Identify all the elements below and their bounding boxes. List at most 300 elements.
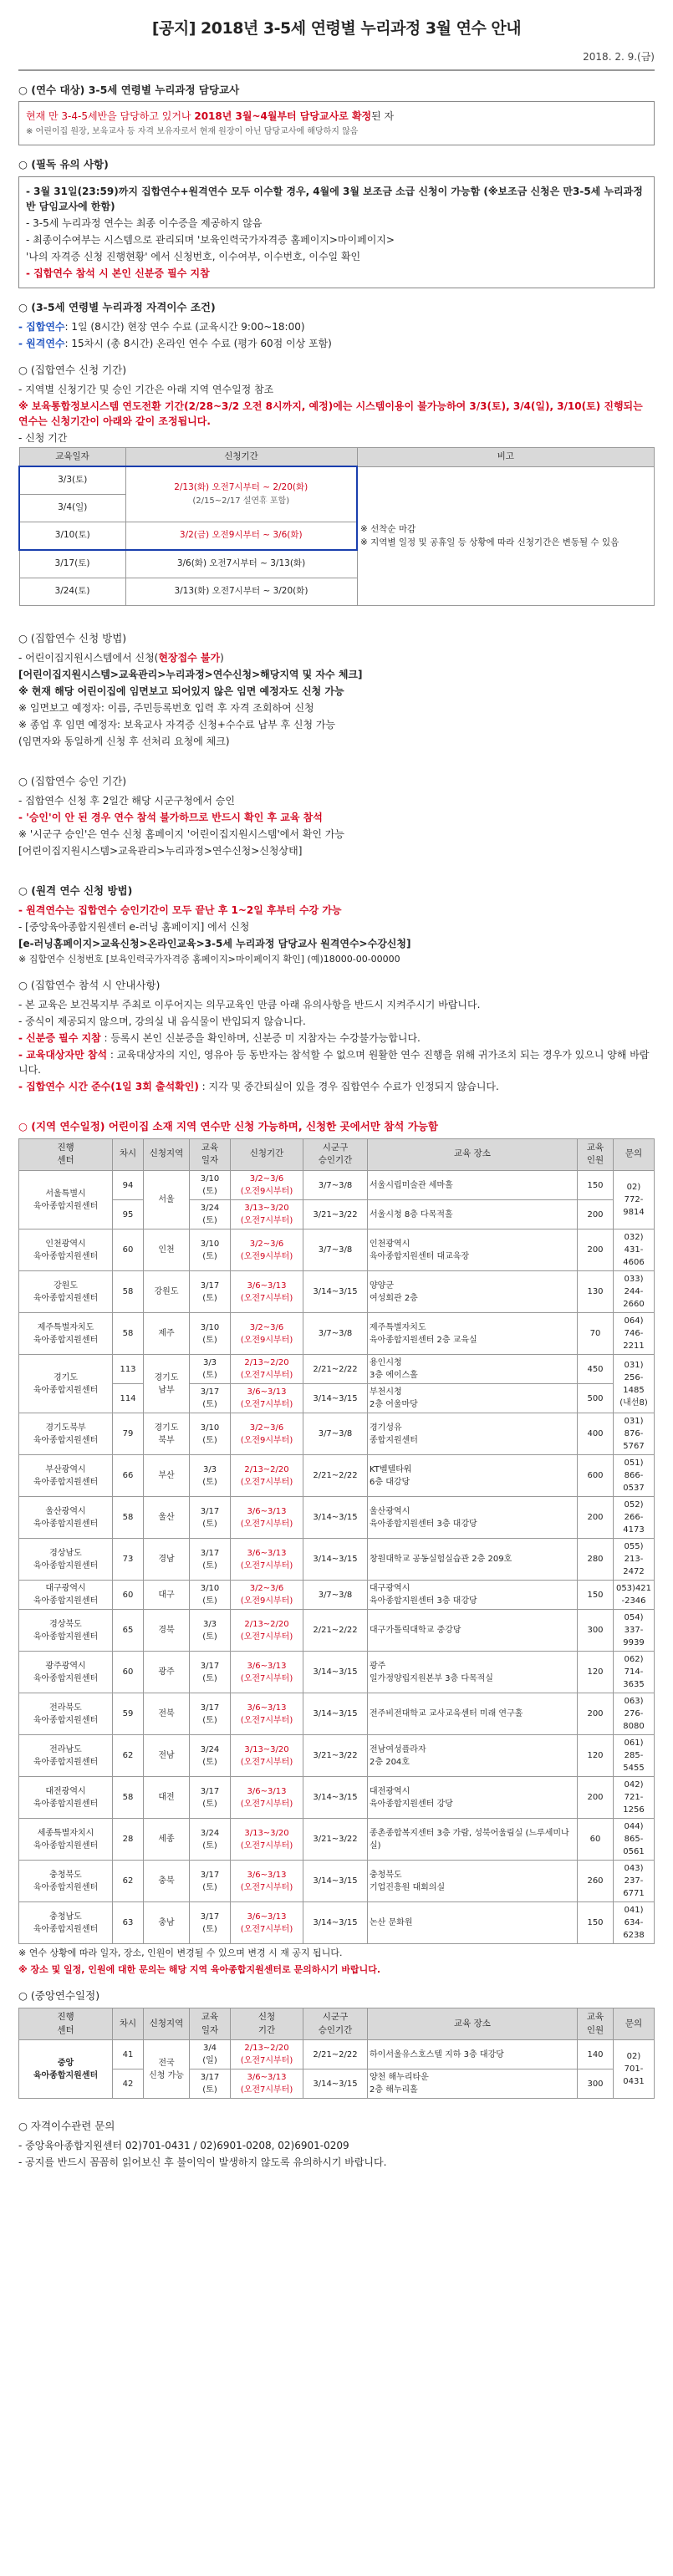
row-venue: 종촌종합복지센터 3층 가람, 성북어울림실 (느루세미나실): [368, 1819, 578, 1861]
row-region: 충남: [144, 1902, 190, 1944]
row-approval-period: 3/14~3/15: [303, 1539, 368, 1581]
row-session: 62: [113, 1735, 144, 1777]
row-inquiry: 042) 721- 1256: [614, 1777, 655, 1819]
row-inquiry: 031) 876- 5767: [614, 1413, 655, 1455]
row-center: 울산광역시 육아종합지원센터: [19, 1497, 113, 1539]
row-venue: 용인시청 3층 에이스홀: [368, 1355, 578, 1384]
method-line-6: (임면자와 동일하게 신청 후 선처리 요청에 체크): [18, 736, 230, 747]
row-region: 대전: [144, 1777, 190, 1819]
row-approval-period: 3/7~3/8: [303, 1313, 368, 1355]
caution-label-5: - 집합연수 시간 준수(1일 3회 출석확인): [18, 1080, 199, 1092]
row-approval-period: 3/14~3/15: [303, 1497, 368, 1539]
row-venue: 전남여성플라자 2층 204호: [368, 1735, 578, 1777]
caution-text-4: : 교육대상자의 지인, 영유아 등 동반자는 참석할 수 없으며 원활한 연수 진행을 위해 귀가조치 되는 경우가 있으니 양해 바랍니다.: [18, 1048, 650, 1076]
row-approval-period: 3/7~3/8: [303, 1413, 368, 1455]
row-date: 3/24 (토): [190, 1200, 231, 1229]
row-center: 경기도 육아종합지원센터: [19, 1355, 113, 1413]
row-venue: 울산광역시 육아종합지원센터 3층 대강당: [368, 1497, 578, 1539]
row-region: 대구: [144, 1581, 190, 1610]
row-capacity: 140: [578, 2040, 614, 2069]
row-inquiry: 054) 337- 9939: [614, 1610, 655, 1652]
notice-item-4: '나의 자격증 신청 진행현황' 에서 신청번호, 이수여부, 이수번호, 이수일 확인: [26, 251, 361, 262]
row-venue: 논산 문화원: [368, 1902, 578, 1944]
approval-line-2: - '승인'이 안 된 경우 연수 참석 불가하므로 반드시 확인 후 교육 참석: [18, 811, 323, 823]
row-date: 3/10 (토): [190, 1229, 231, 1271]
row-approval-period: 3/7~3/8: [303, 1581, 368, 1610]
period-range-text: 2/13(화) 오전7시부터 ~ 2/20(화): [174, 482, 308, 493]
table-row: [19, 1455, 655, 1497]
caution-line-4: [18, 1047, 655, 1077]
row-date: 3/3 (토): [190, 1355, 231, 1384]
row-venue: 대구가톨릭대학교 중강당: [368, 1610, 578, 1652]
row-region: 경기도 남부: [144, 1355, 190, 1413]
row-session: 113: [113, 1355, 144, 1384]
row-region: 울산: [144, 1497, 190, 1539]
row-center: 충청남도 육아종합지원센터: [19, 1902, 113, 1944]
row-session: 58: [113, 1777, 144, 1819]
notice-item-2: - 3-5세 누리과정 연수는 최종 이수증을 제공하지 않음: [26, 217, 263, 229]
approval-line-4: [어린이집지원시스템>교육관리>누리과정>연수신청>신청상태]: [18, 844, 303, 857]
row-center: 제주특별자치도 육아종합지원센터: [19, 1313, 113, 1355]
table-row: [19, 1413, 655, 1455]
row-session: 65: [113, 1610, 144, 1652]
caution-heading: ○ (집합연수 참석 시 안내사항): [18, 979, 161, 991]
row-session: 79: [113, 1413, 144, 1455]
row-apply-period: 3/2~3/6 (오전9시부터): [231, 1581, 303, 1610]
row-apply-period: 3/13~3/20 (오전7시부터): [231, 1819, 303, 1861]
row-inquiry: 043) 237- 6771: [614, 1861, 655, 1902]
row-session: 94: [113, 1171, 144, 1200]
apply-line-3: - 신청 기간: [18, 431, 68, 444]
condition-text-1: : 1일 (8시간) 현장 연수 수료 (교육시간 9:00~18:00): [64, 320, 305, 333]
row-capacity: 300: [578, 1610, 614, 1652]
target-text-a: 현재 만 3-4-5세반을 담당하고 있거나: [26, 110, 195, 123]
row-apply-period: 2/13~2/20 (오전7시부터): [231, 2040, 303, 2069]
row-capacity: 120: [578, 1735, 614, 1777]
row-region: 충북: [144, 1861, 190, 1902]
page-title: [공지] 2018년 3-5세 연령별 누리과정 3월 연수 안내: [151, 19, 522, 38]
row-session: 62: [113, 1861, 144, 1902]
row-venue: 서울시청 8층 다목적홀: [368, 1200, 578, 1229]
central-inquiry: 02) 701- 0431: [614, 2040, 655, 2099]
online-line-3: [e-러닝홈페이지>교육신청>온라인교육>3-5세 누리과정 담당교사 원격연수>수강신청]: [18, 937, 411, 949]
caution-line-1: - 본 교육은 보건복지부 주최로 이루어지는 의무교육인 만큼 아래 유의사항을 반드시 지켜주시기 바랍니다.: [18, 998, 481, 1011]
row-region: 경북: [144, 1610, 190, 1652]
row-date: 3/24 (토): [190, 1819, 231, 1861]
notice-item-5: - 집합연수 참석 시 본인 신분증 필수 지참: [26, 267, 210, 279]
table-row: [19, 2040, 655, 2069]
row-approval-period: 3/7~3/8: [303, 1229, 368, 1271]
row-venue: 서울시립미술관 세마홀: [368, 1171, 578, 1200]
target-box: [18, 101, 655, 145]
row-capacity: 200: [578, 1229, 614, 1271]
period-range-sub: (2/15~2/17 설연휴 포함): [192, 496, 290, 507]
period-range: [125, 466, 357, 522]
row-approval-period: 3/14~3/15: [303, 2069, 368, 2099]
row-capacity: 150: [578, 1171, 614, 1200]
online-line-1: - 원격연수는 집합연수 승인기간이 모두 끝난 후 1~2일 후부터 수강 가능: [18, 904, 342, 916]
row-date: 3/10 (토): [190, 1171, 231, 1200]
table-row: [19, 1861, 655, 1902]
method-text-b: 현장접수 불가: [158, 652, 221, 664]
table-row: [19, 1610, 655, 1652]
row-center: 대구광역시 육아종합지원센터: [19, 1581, 113, 1610]
contact-line-2: - 공지를 반드시 꼼꼼히 읽어보신 후 불이익이 발생하지 않도록 유의하시기 바랍니다.: [18, 2156, 387, 2168]
caution-text-5: : 지각 및 중간퇴실이 있을 경우 집합연수 수료가 인정되지 않습니다.: [198, 1080, 499, 1092]
row-capacity: 150: [578, 1902, 614, 1944]
post-date: 2018. 2. 9.(금): [18, 49, 655, 71]
row-venue: 전주비전대학교 교사교육센터 미래 연구홀: [368, 1693, 578, 1735]
row-venue: KT벨텔타워 6층 대강당: [368, 1455, 578, 1497]
period-date: 3/17(토): [19, 550, 125, 578]
row-approval-period: 3/21~3/22: [303, 1200, 368, 1229]
row-region: 경남: [144, 1539, 190, 1581]
row-capacity: 260: [578, 1861, 614, 1902]
method-text-c: ): [220, 652, 224, 664]
row-venue: 광주 일가정양립지원본부 3층 다목적실: [368, 1652, 578, 1693]
row-approval-period: 2/21~2/22: [303, 2040, 368, 2069]
row-inquiry: 041) 634- 6238: [614, 1902, 655, 1944]
col-apply-period: 신청기간: [125, 447, 357, 466]
target-heading: ○ (연수 대상) 3-5세 연령별 누리과정 담당교사: [18, 83, 240, 96]
row-capacity: 600: [578, 1455, 614, 1497]
central-col-header: 신청지역: [144, 2008, 190, 2040]
approval-line-3: ※ '시군구 승인'은 연수 신청 홈페이지 '어린이집지원시스템'에서 확인 가능: [18, 827, 344, 840]
row-session: 42: [113, 2069, 144, 2099]
row-venue: 창원대학교 공동실험실습관 2층 209호: [368, 1539, 578, 1581]
row-apply-period: 3/6~3/13 (오전7시부터): [231, 1539, 303, 1581]
col-remark: 비고: [357, 447, 655, 466]
row-inquiry: 055) 213- 2472: [614, 1539, 655, 1581]
row-venue: 충청북도 기업진흥원 대회의실: [368, 1861, 578, 1902]
row-capacity: 450: [578, 1355, 614, 1384]
table-row: [19, 1693, 655, 1735]
regional-note-2: ※ 장소 및 일정, 인원에 대한 문의는 해당 지역 육아종합지원센터로 문의하시기 바랍니다.: [18, 1963, 381, 1975]
row-center: 서울특별시 육아종합지원센터: [19, 1171, 113, 1229]
apply-line-1: - 지역별 신청기간 및 승인 기간은 아래 지역 연수일정 참조: [18, 383, 274, 395]
period-date: 3/24(토): [19, 578, 125, 606]
table-row: [19, 2069, 655, 2099]
row-venue: 제주특별자치도 육아종합지원센터 2층 교육실: [368, 1313, 578, 1355]
period-range: 3/2(금) 오전9시부터 ~ 3/6(화): [125, 522, 357, 551]
caution-label-4: - 교육대상자만 참석: [18, 1048, 108, 1061]
row-apply-period: 3/6~3/13 (오전7시부터): [231, 1497, 303, 1539]
central-col-header: 교육 장소: [368, 2008, 578, 2040]
row-date: 3/17 (토): [190, 1902, 231, 1944]
row-apply-period: 3/13~3/20 (오전7시부터): [231, 1735, 303, 1777]
row-date: 3/17 (토): [190, 2069, 231, 2099]
row-center: 전라북도 육아종합지원센터: [19, 1693, 113, 1735]
row-center: 인천광역시 육아종합지원센터: [19, 1229, 113, 1271]
row-session: 114: [113, 1384, 144, 1413]
row-region: 서울: [144, 1171, 190, 1229]
row-approval-period: 3/14~3/15: [303, 1861, 368, 1902]
central-col-header: 시군구 승인기간: [303, 2008, 368, 2040]
central-col-header: 신청 기간: [231, 2008, 303, 2040]
row-capacity: 200: [578, 1497, 614, 1539]
row-center: 광주광역시 육아종합지원센터: [19, 1652, 113, 1693]
online-heading: ○ (원격 연수 신청 방법): [18, 883, 133, 897]
method-heading: ○ (집합연수 신청 방법): [18, 632, 127, 645]
table-row: [19, 1313, 655, 1355]
row-approval-period: 3/14~3/15: [303, 1652, 368, 1693]
regional-col-header: 진행 센터: [19, 1138, 113, 1171]
row-venue: 대전광역시 육아종합지원센터 강당: [368, 1777, 578, 1819]
row-inquiry: 052) 266- 4173: [614, 1497, 655, 1539]
row-capacity: 400: [578, 1413, 614, 1455]
online-line-2: - [중앙육아종합지원센터 e-러닝 홈페이지] 에서 신청: [18, 920, 250, 933]
row-session: 60: [113, 1652, 144, 1693]
row-capacity: 70: [578, 1313, 614, 1355]
row-region: 전북: [144, 1693, 190, 1735]
condition-label-1: - 집합연수: [18, 320, 65, 333]
row-date: 3/3 (토): [190, 1455, 231, 1497]
row-date: 3/17 (토): [190, 1497, 231, 1539]
row-date: 3/17 (토): [190, 1861, 231, 1902]
notice-item-3: - 최종이수여부는 시스템으로 관리되며 '보육인력국가자격증 홈페이지>마이페이지>: [26, 234, 395, 246]
row-session: 95: [113, 1200, 144, 1229]
row-approval-period: 2/21~2/22: [303, 1610, 368, 1652]
row-approval-period: 2/21~2/22: [303, 1355, 368, 1384]
row-apply-period: 3/6~3/13 (오전7시부터): [231, 1693, 303, 1735]
row-apply-period: 2/13~2/20 (오전7시부터): [231, 1455, 303, 1497]
row-apply-period: 2/13~2/20 (오전7시부터): [231, 1355, 303, 1384]
period-range: 3/6(화) 오전7시부터 ~ 3/13(화): [125, 550, 357, 578]
row-session: 63: [113, 1902, 144, 1944]
row-region: 세종: [144, 1819, 190, 1861]
central-col-header: 차시: [113, 2008, 144, 2040]
row-date: 3/17 (토): [190, 1652, 231, 1693]
row-capacity: 280: [578, 1539, 614, 1581]
central-col-header: 문의: [614, 2008, 655, 2040]
row-center: 대전광역시 육아종합지원센터: [19, 1777, 113, 1819]
regional-heading: ○ (지역 연수일정) 어린이집 소재 지역 연수만 신청 가능하며, 신청한 곳에서만 참석 가능함: [18, 1119, 438, 1133]
row-apply-period: 3/6~3/13 (오전7시부터): [231, 1652, 303, 1693]
online-line-4: ※ 집합연수 신청번호 [보육인력국가자격증 홈페이지>마이페이지 확인] (예)18000-00-00000: [18, 953, 400, 965]
table-row: [19, 1819, 655, 1861]
row-venue: 양천 해누리타운 2층 해누리홀: [368, 2069, 578, 2099]
row-venue: 양양군 여성회관 2층: [368, 1271, 578, 1313]
row-capacity: 200: [578, 1777, 614, 1819]
row-inquiry: 053)421 -2346: [614, 1581, 655, 1610]
period-range: 3/13(화) 오전7시부터 ~ 3/20(화): [125, 578, 357, 606]
row-inquiry: 051) 866- 0537: [614, 1455, 655, 1497]
period-date: 3/3(토): [19, 466, 125, 495]
row-session: 41: [113, 2040, 144, 2069]
period-date: 3/10(토): [19, 522, 125, 551]
row-apply-period: 3/2~3/6 (오전9시부터): [231, 1313, 303, 1355]
row-date: 3/3 (토): [190, 1610, 231, 1652]
row-region: 인천: [144, 1229, 190, 1271]
row-session: 28: [113, 1819, 144, 1861]
regional-col-header: 문의: [614, 1138, 655, 1171]
apply-period-table: [18, 447, 655, 607]
row-capacity: 500: [578, 1384, 614, 1413]
table-row: [19, 1384, 655, 1413]
row-apply-period: 3/2~3/6 (오전9시부터): [231, 1413, 303, 1455]
apply-line-2: ※ 보육통합정보시스템 연도전환 기간(2/28~3/2 오전 8시까지, 예정)에는 시스템이용이 불가능하여 3/3(토), 3/4(일), 3/10(토) 진행되는 연수는 신청기간이 아래와 같이 조정됩니다.: [18, 400, 643, 427]
row-center: 강원도 육아종합지원센터: [19, 1271, 113, 1313]
row-approval-period: 3/21~3/22: [303, 1735, 368, 1777]
contact-line-1: - 중앙육아종합지원센터 02)701-0431 / 02)6901-0208, 02)6901-0209: [18, 2140, 349, 2151]
row-inquiry: 02) 772- 9814: [614, 1171, 655, 1229]
period-date: 3/4(일): [19, 495, 125, 522]
target-line: [26, 109, 647, 124]
method-line-1: [18, 650, 655, 665]
row-date: 3/17 (토): [190, 1384, 231, 1413]
central-heading: ○ (중앙연수일정): [18, 1989, 100, 2002]
row-apply-period: 3/2~3/6 (오전9시부터): [231, 1229, 303, 1271]
row-venue: 경기성유 종합지원센터: [368, 1413, 578, 1455]
target-note: ※ 어린이집 원장, 보육교사 등 자격 보유자로서 현재 원장이 아닌 담당교사에 해당하지 않음: [26, 127, 359, 137]
row-approval-period: 3/14~3/15: [303, 1777, 368, 1819]
row-session: 58: [113, 1313, 144, 1355]
central-region: 전국 신청 가능: [144, 2040, 190, 2099]
row-approval-period: 3/14~3/15: [303, 1384, 368, 1413]
row-center: 경기도북부 육아종합지원센터: [19, 1413, 113, 1455]
contact-heading: ○ 자격이수관련 문의: [18, 2120, 115, 2133]
row-capacity: 200: [578, 1200, 614, 1229]
row-approval-period: 3/7~3/8: [303, 1171, 368, 1200]
row-center: 경상북도 육아종합지원센터: [19, 1610, 113, 1652]
approval-heading: ○ (집합연수 승인 기간): [18, 775, 127, 787]
row-date: 3/4 (일): [190, 2040, 231, 2069]
condition-text-2: : 15차시 (총 8시간) 온라인 연수 수료 (평가 60점 이상 포함): [64, 337, 332, 349]
row-session: 73: [113, 1539, 144, 1581]
regional-note-1: ※ 연수 상황에 따라 일자, 장소, 인원이 변경될 수 있으며 변경 시 재 공지 됩니다.: [18, 1947, 343, 1958]
row-capacity: 120: [578, 1652, 614, 1693]
central-center: 중앙 육아종합지원센터: [19, 2040, 113, 2099]
caution-line-2: - 중식이 제공되지 않으며, 강의실 내 음식물이 반입되지 않습니다.: [18, 1015, 306, 1027]
row-inquiry: 061) 285- 5455: [614, 1735, 655, 1777]
row-apply-period: 3/6~3/13 (오전7시부터): [231, 1861, 303, 1902]
table-row: [19, 1539, 655, 1581]
row-region: 경기도 북부: [144, 1413, 190, 1455]
regional-schedule-table: [18, 1138, 655, 1945]
apply-heading: ○ (집합연수 신청 기간): [18, 363, 127, 376]
row-apply-period: 3/13~3/20 (오전7시부터): [231, 1200, 303, 1229]
row-capacity: 130: [578, 1271, 614, 1313]
row-inquiry: 044) 865- 0561: [614, 1819, 655, 1861]
row-approval-period: 2/21~2/22: [303, 1455, 368, 1497]
row-session: 58: [113, 1271, 144, 1313]
row-center: 경상남도 육아종합지원센터: [19, 1539, 113, 1581]
table-row: [19, 1581, 655, 1610]
row-session: 60: [113, 1229, 144, 1271]
table-row: [19, 1229, 655, 1271]
regional-col-header: 차시: [113, 1138, 144, 1171]
notice-heading: ○ (필독 유의 사항): [18, 158, 109, 171]
row-session: 66: [113, 1455, 144, 1497]
caution-text-3: : 등록시 본인 신분증을 확인하며, 신분증 미 지참자는 수강불가능합니다.: [100, 1031, 421, 1044]
condition-line-1: [18, 319, 655, 334]
central-col-header: 교육 일자: [190, 2008, 231, 2040]
notice-item-1: - 3월 31일(23:59)까지 집합연수+원격연수 모두 이수할 경우, 4월에 3월 보조금 소급 신청이 가능함 (※보조금 신청은 만3-5세 누리과정반 담임교사에 한함): [26, 186, 643, 212]
table-row: [19, 1200, 655, 1229]
row-region: 제주: [144, 1313, 190, 1355]
row-apply-period: 3/6~3/13 (오전7시부터): [231, 1777, 303, 1819]
row-session: 60: [113, 1581, 144, 1610]
row-inquiry: 063) 276- 8080: [614, 1693, 655, 1735]
method-line-3: ※ 현재 해당 어린이집에 임면보고 되어있지 않은 임면 예정자도 신청 가능: [18, 685, 344, 697]
central-col-header: 교육 인원: [578, 2008, 614, 2040]
table-row: [19, 1271, 655, 1313]
regional-col-header: 신청기간: [231, 1138, 303, 1171]
method-line-4: ※ 임면보고 예정자: 이름, 주민등록번호 입력 후 자격 조회하여 신청: [18, 702, 314, 714]
col-edu-date: 교육일자: [19, 447, 125, 466]
table-row: [19, 1355, 655, 1384]
row-apply-period: 3/6~3/13 (오전7시부터): [231, 1902, 303, 1944]
row-inquiry: 062) 714- 3635: [614, 1652, 655, 1693]
regional-col-header: 교육 장소: [368, 1138, 578, 1171]
regional-col-header: 교육 인원: [578, 1138, 614, 1171]
row-date: 3/10 (토): [190, 1313, 231, 1355]
row-apply-period: 3/6~3/13 (오전7시부터): [231, 1384, 303, 1413]
row-date: 3/10 (토): [190, 1581, 231, 1610]
method-line-5: ※ 종업 후 임면 예정자: 보육교사 자격증 신청+수수료 납부 후 신청 가능: [18, 719, 336, 731]
target-text-c: 된 자: [371, 110, 395, 123]
table-row: [19, 1171, 655, 1200]
row-center: 충청북도 육아종합지원센터: [19, 1861, 113, 1902]
condition-label-2: - 원격연수: [18, 337, 65, 349]
row-date: 3/10 (토): [190, 1413, 231, 1455]
method-line-2: [어린이집지원시스템>교육관리>누리과정>연수신청>해당지역 및 자수 체크]: [18, 669, 363, 680]
row-apply-period: 2/13~2/20 (오전7시부터): [231, 1610, 303, 1652]
row-center: 부산광역시 육아종합지원센터: [19, 1455, 113, 1497]
row-inquiry: 032) 431- 4606: [614, 1229, 655, 1271]
table-row: [19, 1902, 655, 1944]
row-inquiry: 064) 746- 2211: [614, 1313, 655, 1355]
row-center: 세종특별자치시 육아종합지원센터: [19, 1819, 113, 1861]
row-venue: 인천광역시 육아종합지원센터 대교육장: [368, 1229, 578, 1271]
row-capacity: 60: [578, 1819, 614, 1861]
row-center: 전라남도 육아종합지원센터: [19, 1735, 113, 1777]
row-venue: 대구광역시 육아종합지원센터 3층 대강당: [368, 1581, 578, 1610]
row-apply-period: 3/6~3/13 (오전7시부터): [231, 1271, 303, 1313]
row-capacity: 300: [578, 2069, 614, 2099]
row-approval-period: 3/14~3/15: [303, 1902, 368, 1944]
row-venue: 하이서울유스호스텔 지하 3층 대강당: [368, 2040, 578, 2069]
row-apply-period: 3/2~3/6 (오전9시부터): [231, 1171, 303, 1200]
caution-label-3: - 신분증 필수 지참: [18, 1031, 101, 1044]
row-region: 전남: [144, 1735, 190, 1777]
row-inquiry: 033) 244- 2660: [614, 1271, 655, 1313]
row-capacity: 200: [578, 1693, 614, 1735]
row-approval-period: 3/14~3/15: [303, 1271, 368, 1313]
row-capacity: 150: [578, 1581, 614, 1610]
row-date: 3/17 (토): [190, 1777, 231, 1819]
row-date: 3/24 (토): [190, 1735, 231, 1777]
row-session: 59: [113, 1693, 144, 1735]
approval-line-1: - 집합연수 신청 후 2일간 해당 시군구청에서 승인: [18, 794, 235, 807]
period-remark: ※ 선착순 마감 ※ 지역별 일정 및 공휴일 등 상황에 따라 신청기간은 변동될 수 있음: [357, 466, 655, 606]
regional-col-header: 교육 일자: [190, 1138, 231, 1171]
row-approval-period: 3/14~3/15: [303, 1693, 368, 1735]
regional-col-header: 신청지역: [144, 1138, 190, 1171]
row-region: 부산: [144, 1455, 190, 1497]
caution-line-3: [18, 1031, 655, 1046]
target-text-b: 2018년 3월~4월부터 담당교사로 확정: [194, 110, 372, 123]
table-row: [19, 1497, 655, 1539]
condition-heading: ○ (3-5세 연령별 누리과정 자격이수 조건): [18, 301, 216, 313]
row-venue: 부천시청 2층 어울마당: [368, 1384, 578, 1413]
notice-box: [18, 176, 655, 288]
row-apply-period: 3/6~3/13 (오전7시부터): [231, 2069, 303, 2099]
regional-col-header: 시군구 승인기간: [303, 1138, 368, 1171]
row-session: 58: [113, 1497, 144, 1539]
table-row: [19, 1652, 655, 1693]
condition-line-2: [18, 336, 655, 351]
